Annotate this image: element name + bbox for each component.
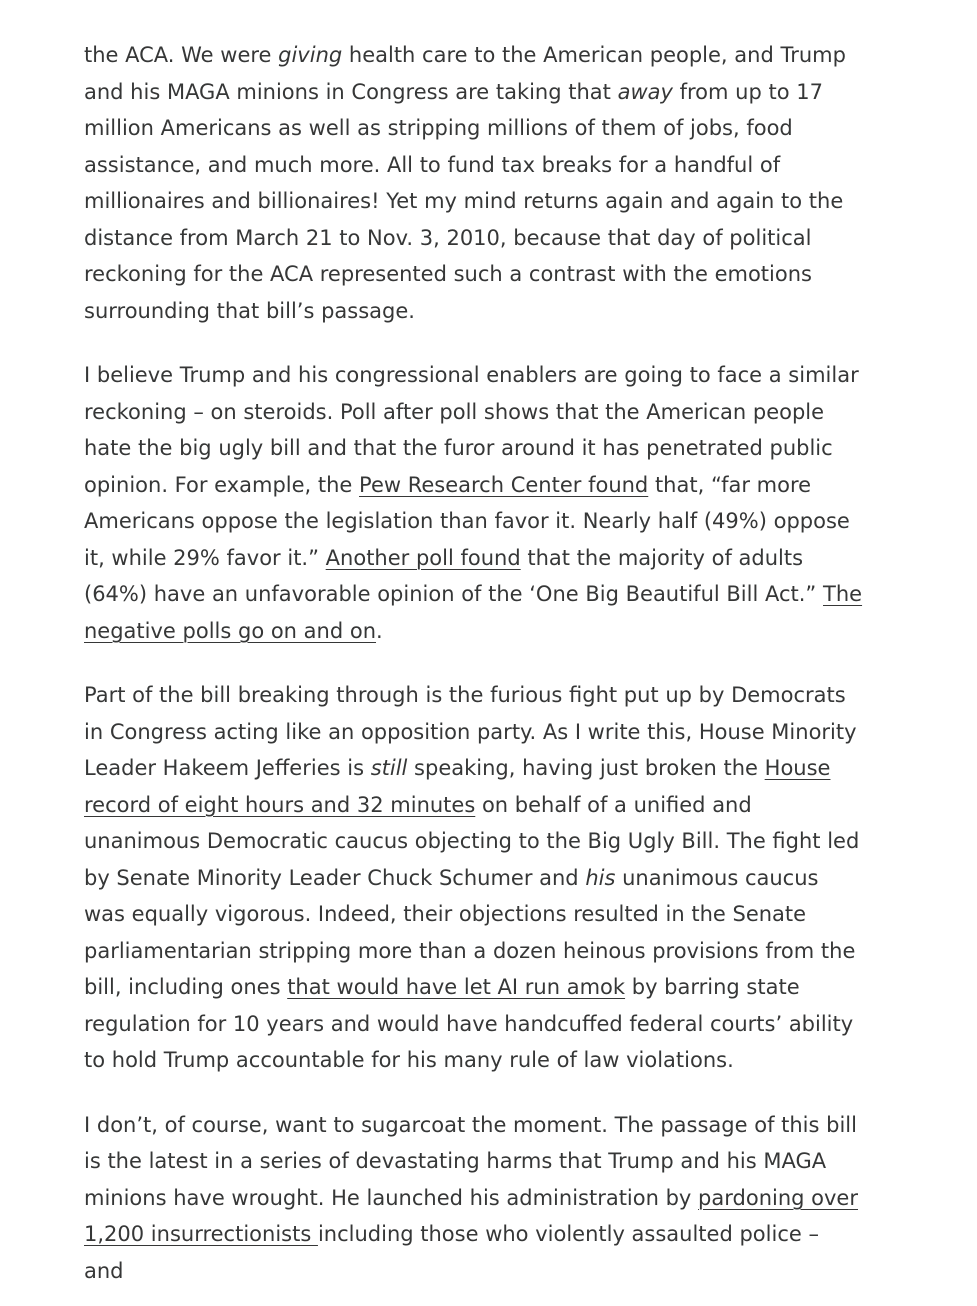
emphasis-away: away xyxy=(617,79,673,104)
paragraph-polls xyxy=(84,357,864,649)
link-pardoning-insurrectionists[interactable]: pardoning over 1,200 insurrectionists xyxy=(84,1185,858,1246)
link-ai-run-amok[interactable]: that would have let AI run amok xyxy=(287,975,626,999)
text: I don’t, of course, want to sugarcoat the moment. The passage of this bill is the latest in a series of devastating harms that Trump and his MAGA minions have wrought. He launched his administration by xyxy=(84,1112,857,1210)
text: I believe Trump and his congressional enablers are going to face a similar reckoning – on steroids. Poll after poll shows that the American people hate the big ugly bill and that the furor around it has penetrated public opinion. For example, the xyxy=(84,363,859,497)
emphasis-giving: giving xyxy=(278,43,343,67)
link-pew-research[interactable]: Pew Research Center found xyxy=(359,472,649,497)
text: on behalf of a unified and unanimous Democratic caucus objecting to the Big Ugly Bill. The fight led by Senate Minority Leader Chuck Schumer and xyxy=(84,792,860,890)
text: by barring state regulation for 10 years and would have handcuffed federal courts’ ability to hold Trump accountable for his many rule of law violations. xyxy=(84,975,854,1072)
text: that, “far more Americans oppose the legislation than favor it. Nearly half (49%) oppose it, while 29% favor it.” xyxy=(84,472,850,570)
text: Part of the bill breaking through is the furious fight put up by Democrats in Congress acting like an opposition party. As I write this, House Minority Leader Hakeem Jefferies is xyxy=(84,683,857,780)
emphasis-still: still xyxy=(370,756,408,780)
text: that the majority of adults (64%) have an unfavorable opinion of the ‘One Big Beautiful Bill Act.” xyxy=(84,545,823,606)
text: speaking, having just broken the xyxy=(407,756,765,780)
paragraph-aca-contrast xyxy=(84,37,864,329)
link-negative-polls[interactable]: The negative polls go on and on xyxy=(84,582,863,643)
link-another-poll[interactable]: Another poll found xyxy=(325,545,521,570)
emphasis-his: his xyxy=(585,865,616,890)
text: unanimous caucus was equally vigorous. Indeed, their objections resulted in the Senate parliamentarian stripping more than a dozen heinous provisions from the bill, including ones xyxy=(84,865,856,999)
text: from up to 17 million Americans as well as stripping millions of them of jobs, food assistance, and much more. All to fund tax breaks for a handful of millionaires and billionaires! Yet my mind returns again and again to the distance from March 21 to Nov. 3, 2010, because that day of political reckoning for the ACA represented such a contrast with the emotions surrounding that bill’s passage. xyxy=(84,79,844,323)
text: . xyxy=(376,618,383,643)
paragraph-harms xyxy=(84,1107,864,1290)
link-house-record[interactable]: House record of eight hours and 32 minutes xyxy=(84,756,831,817)
paragraph-democrats-fight xyxy=(84,677,864,1079)
text: health care to the American people, and Trump and his MAGA minions in Congress are taking that xyxy=(84,43,846,104)
text: the ACA. We were xyxy=(84,43,279,67)
text: including those who violently assaulted police – and xyxy=(84,1222,819,1283)
